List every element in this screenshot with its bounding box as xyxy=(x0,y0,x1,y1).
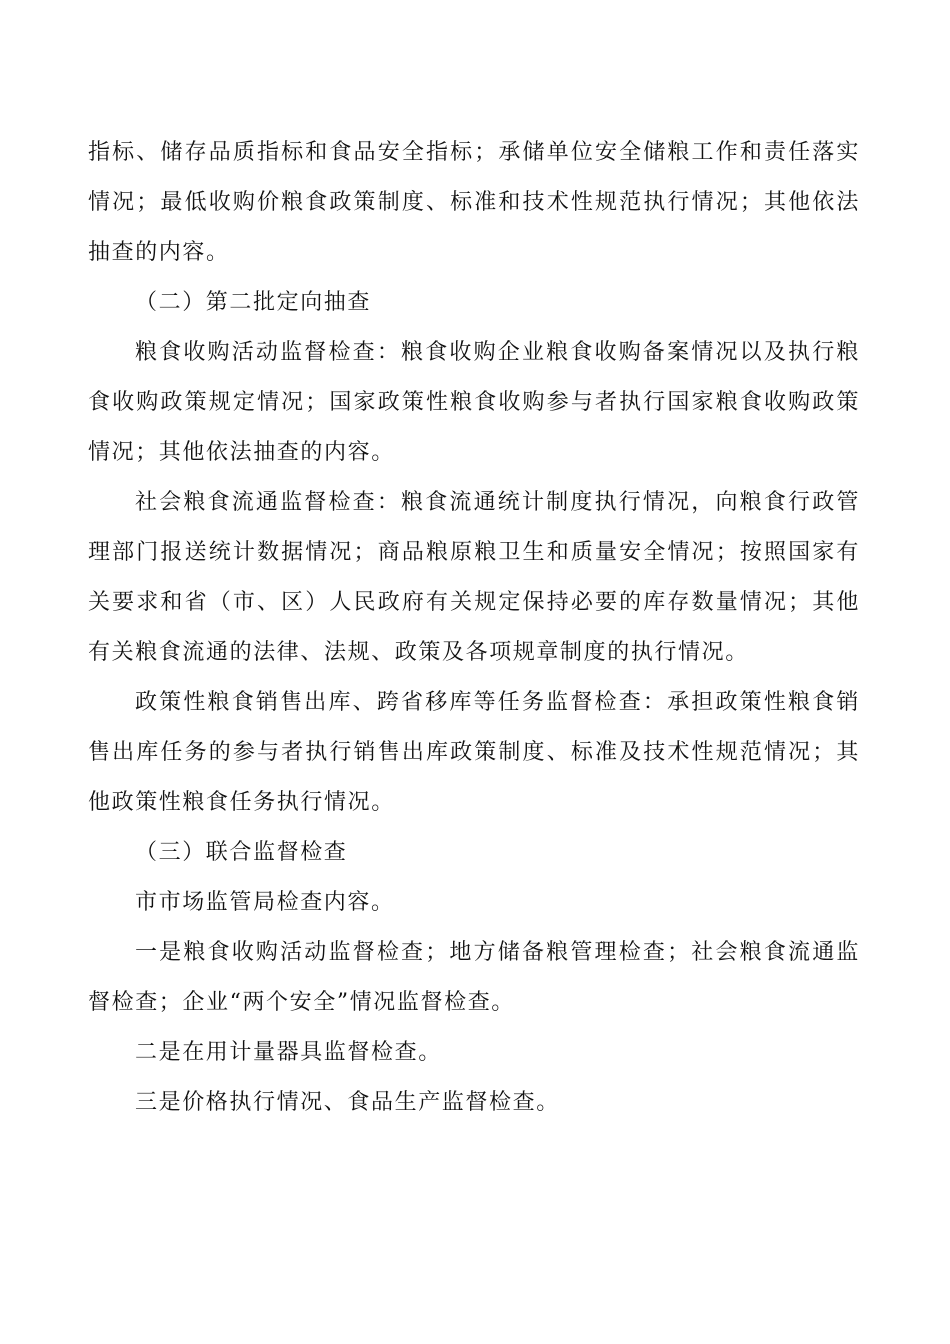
paragraph-market-bureau: 市市场监管局检查内容。 xyxy=(135,890,395,915)
section-heading-joint-inspection: （三）联合监督检查 xyxy=(135,840,348,865)
paragraph-continuation: 指标、储存品质指标和食品安全指标；承储单位安全储粮工作和责任落实情况；最低收购价粮食政策制度、标准和技术性规范执行情况；其他依法抽查的内容。 xyxy=(88,140,860,265)
document-body xyxy=(88,128,860,1128)
paragraph-policy-grain-sales: 政策性粮食销售出库、跨省移库等任务监督检查：承担政策性粮食销售出库任务的参与者执行销售出库政策制度、标准及技术性规范情况；其他政策性粮食任务执行情况。 xyxy=(88,690,860,815)
paragraph-item-three: 三是价格执行情况、食品生产监督检查。 xyxy=(135,1090,560,1115)
paragraph-item-one: 一是粮食收购活动监督检查；地方储备粮管理检查；社会粮食流通监督检查；企业“两个安全”情况监督检查。 xyxy=(88,940,860,1015)
paragraph-grain-purchase: 粮食收购活动监督检查：粮食收购企业粮食收购备案情况以及执行粮食收购政策规定情况；国家政策性粮食收购参与者执行国家粮食收购政策情况；其他依法抽查的内容。 xyxy=(88,340,860,465)
paragraph-grain-circulation: 社会粮食流通监督检查：粮食流通统计制度执行情况，向粮食行政管理部门报送统计数据情况；商品粮原粮卫生和质量安全情况；按照国家有关要求和省（市、区）人民政府有关规定保持必要的库存数量情况；其他有关粮食流通的法律、法规、政策及各项规章制度的执行情况。 xyxy=(88,490,860,665)
paragraph-item-two: 二是在用计量器具监督检查。 xyxy=(135,1040,442,1065)
section-heading-second-batch: （二）第二批定向抽查 xyxy=(135,290,372,315)
